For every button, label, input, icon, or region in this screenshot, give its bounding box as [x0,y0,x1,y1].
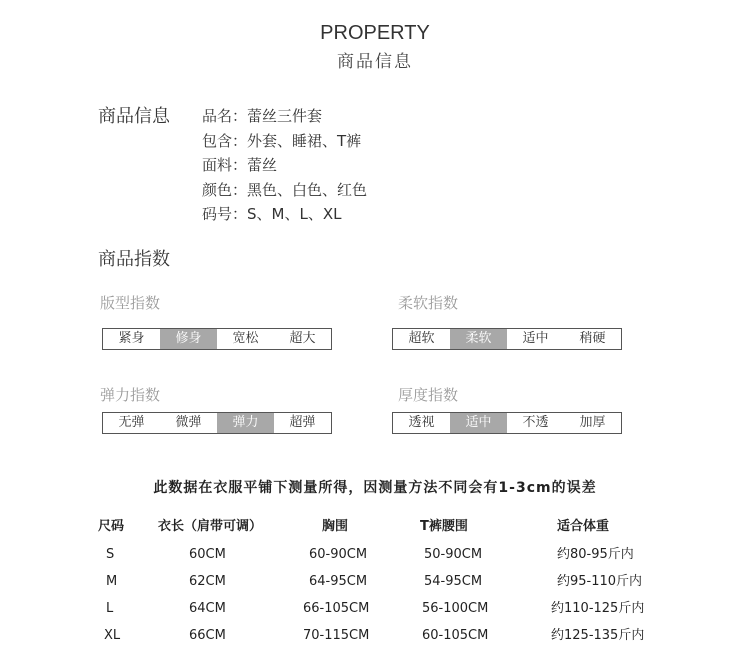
cell-weight: 约80-95斤内 [557,547,634,562]
softness-option-3: 适中 [522,331,549,346]
elasticity-option-4: 超弹 [289,415,316,430]
cell-bust: 66-105CM [303,601,370,616]
measurement-note: 此数据在衣服平铺下测量所得，因测量方法不同会有1-3cm的误差 [153,480,597,496]
info-row-colors: 颜色：黑色、白色、红色 [202,180,368,199]
thickness-option-3: 不透 [522,415,549,430]
softness-option-4: 稍硬 [579,331,606,346]
fit-option-1: 紧身 [118,331,145,346]
cell-bust: 70-115CM [303,628,370,643]
cell-waist: 60-105CM [422,628,489,643]
header-waist: T裤腰围 [420,519,468,534]
info-row-name: 品名：蕾丝三件套 [202,107,323,125]
cell-waist: 50-90CM [424,547,483,562]
page-title-chinese: 商品信息 [337,52,413,72]
product-info-label: 商品信息 [98,106,170,127]
cell-length: 66CM [189,628,226,643]
cell-length: 64CM [189,601,226,616]
thickness-option-4: 加厚 [579,415,606,430]
cell-bust: 64-95CM [309,574,368,589]
cell-size: S [106,547,115,562]
cell-waist: 54-95CM [424,574,483,589]
header-weight: 适合体重 [557,519,610,534]
elasticity-option-1: 无弹 [118,415,145,430]
table-row [0,542,750,568]
product-info-list [202,104,367,227]
fit-index-title: 版型指数 [100,294,161,312]
header-size: 尺码 [98,519,125,534]
cell-size: L [106,601,114,616]
cell-length: 60CM [189,547,226,562]
size-table-header [0,514,750,540]
info-row-fabric: 面料：蕾丝 [202,156,278,174]
cell-bust: 60-90CM [309,547,368,562]
table-row [0,623,750,649]
fit-option-4: 超大 [289,331,316,346]
thickness-index-scale [392,412,622,434]
header-bust: 胸围 [322,519,349,534]
thickness-option-2: 适中 [450,413,507,433]
cell-weight: 约125-135斤内 [551,628,645,643]
fit-index-scale [102,328,332,350]
softness-index-title: 柔软指数 [398,294,459,312]
cell-size: M [106,574,118,589]
table-row [0,569,750,595]
header-length: 衣长（肩带可调） [158,519,263,534]
cell-weight: 约110-125斤内 [551,601,645,616]
elasticity-option-3: 弹力 [217,413,274,433]
product-index-title: 商品指数 [98,249,170,270]
fit-option-2: 修身 [160,329,217,349]
softness-option-1: 超软 [408,331,435,346]
info-row-sizes: 码号：S、M、L、XL [202,205,342,223]
cell-waist: 56-100CM [422,601,489,616]
elasticity-option-2: 微弹 [175,415,202,430]
elasticity-index-scale [102,412,332,434]
softness-option-2: 柔软 [450,329,507,349]
elasticity-index-title: 弹力指数 [100,386,161,404]
thickness-option-1: 透视 [408,415,435,430]
cell-length: 62CM [189,574,226,589]
fit-option-3: 宽松 [232,331,259,346]
softness-index-scale [392,328,622,350]
thickness-index-title: 厚度指数 [398,386,459,404]
cell-weight: 约95-110斤内 [557,574,643,589]
page-title-english: PROPERTY [320,22,430,44]
cell-size: XL [104,628,121,643]
table-row [0,596,750,622]
info-row-includes: 包含：外套、睡裙、T裤 [202,131,362,150]
